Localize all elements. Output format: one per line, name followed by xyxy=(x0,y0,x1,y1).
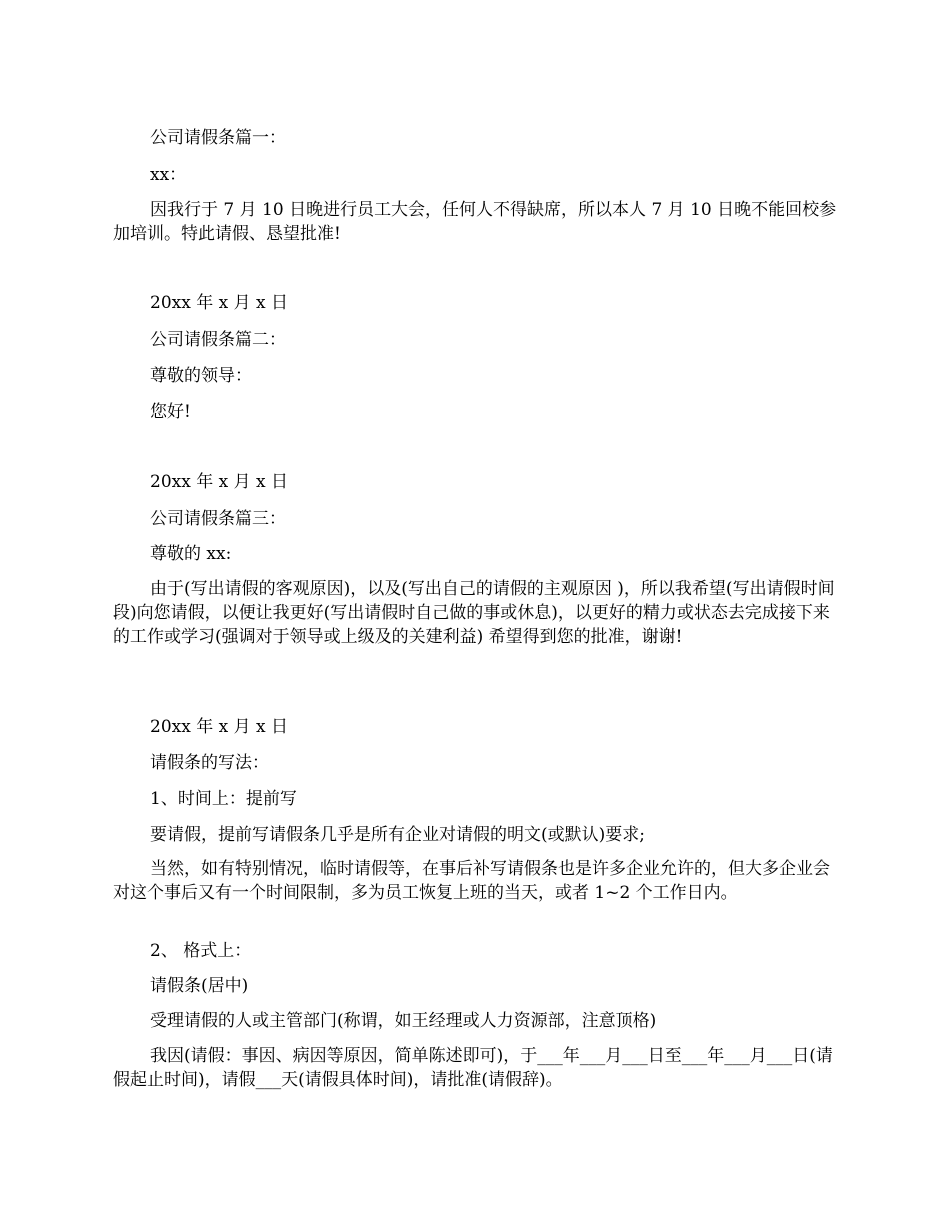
point-2-format: 2、 格式上： xyxy=(150,941,252,961)
salutation-3: 尊敬的 xx: xyxy=(150,544,232,564)
format-recipient-line: 受理请假的人或主管部门(称谓，如王经理或人力资源部，注意顶格) xyxy=(150,1011,657,1031)
salutation-1: xx： xyxy=(150,165,187,185)
point-1-timing: 1、时间上：提前写 xyxy=(150,789,297,809)
format-title-line: 请假条(居中) xyxy=(150,976,249,996)
date-line-2: 20xx 年 x 月 x 日 xyxy=(150,472,289,492)
heading-leave-note-3: 公司请假条篇三： xyxy=(150,509,286,529)
body-paragraph-1: 因我行于 7 月 10 日晚进行员工大会，任何人不得缺席，所以本人 7 月 10 日晚不能回校参加培训。特此请假、恳望批准! xyxy=(113,200,837,244)
body-paragraph-3: 由于(写出请假的客观原因)，以及(写出自己的请假的主观原因 )，所以我希望(写出请假时间段)向您请假，以便让我更好(写出请假时自己做的事或休息)，以更好的精力或状态去完成接下来的工作或学习(强调对于领导或上级及的关建利益) 希望得到您的批准，谢谢! xyxy=(113,579,835,647)
timing-paragraph-1: 要请假，提前写请假条几乎是所有企业对请假的明文(或默认)要求; xyxy=(150,825,645,845)
heading-leave-note-2: 公司请假条篇二： xyxy=(150,330,286,350)
format-body-template: 我因(请假：事因、病因等原因，简单陈述即可)，于___年___月___日至___年___月___日(请假起止时间)，请假___天(请假具体时间)，请批准(请假辞)。 xyxy=(113,1046,833,1090)
section-heading-writing-method: 请假条的写法： xyxy=(150,753,269,773)
date-line-1: 20xx 年 x 月 x 日 xyxy=(150,293,289,313)
date-line-3: 20xx 年 x 月 x 日 xyxy=(150,717,289,737)
greeting-2: 您好! xyxy=(150,402,191,422)
heading-leave-note-1: 公司请假条篇一： xyxy=(150,128,286,148)
timing-paragraph-2: 当然，如有特别情况，临时请假等，在事后补写请假条也是许多企业允许的，但大多企业会对这个事后又有一个时间限制，多为员工恢复上班的当天，或者 1~2 个工作日内。 xyxy=(113,859,830,903)
salutation-2: 尊敬的领导： xyxy=(150,366,252,386)
